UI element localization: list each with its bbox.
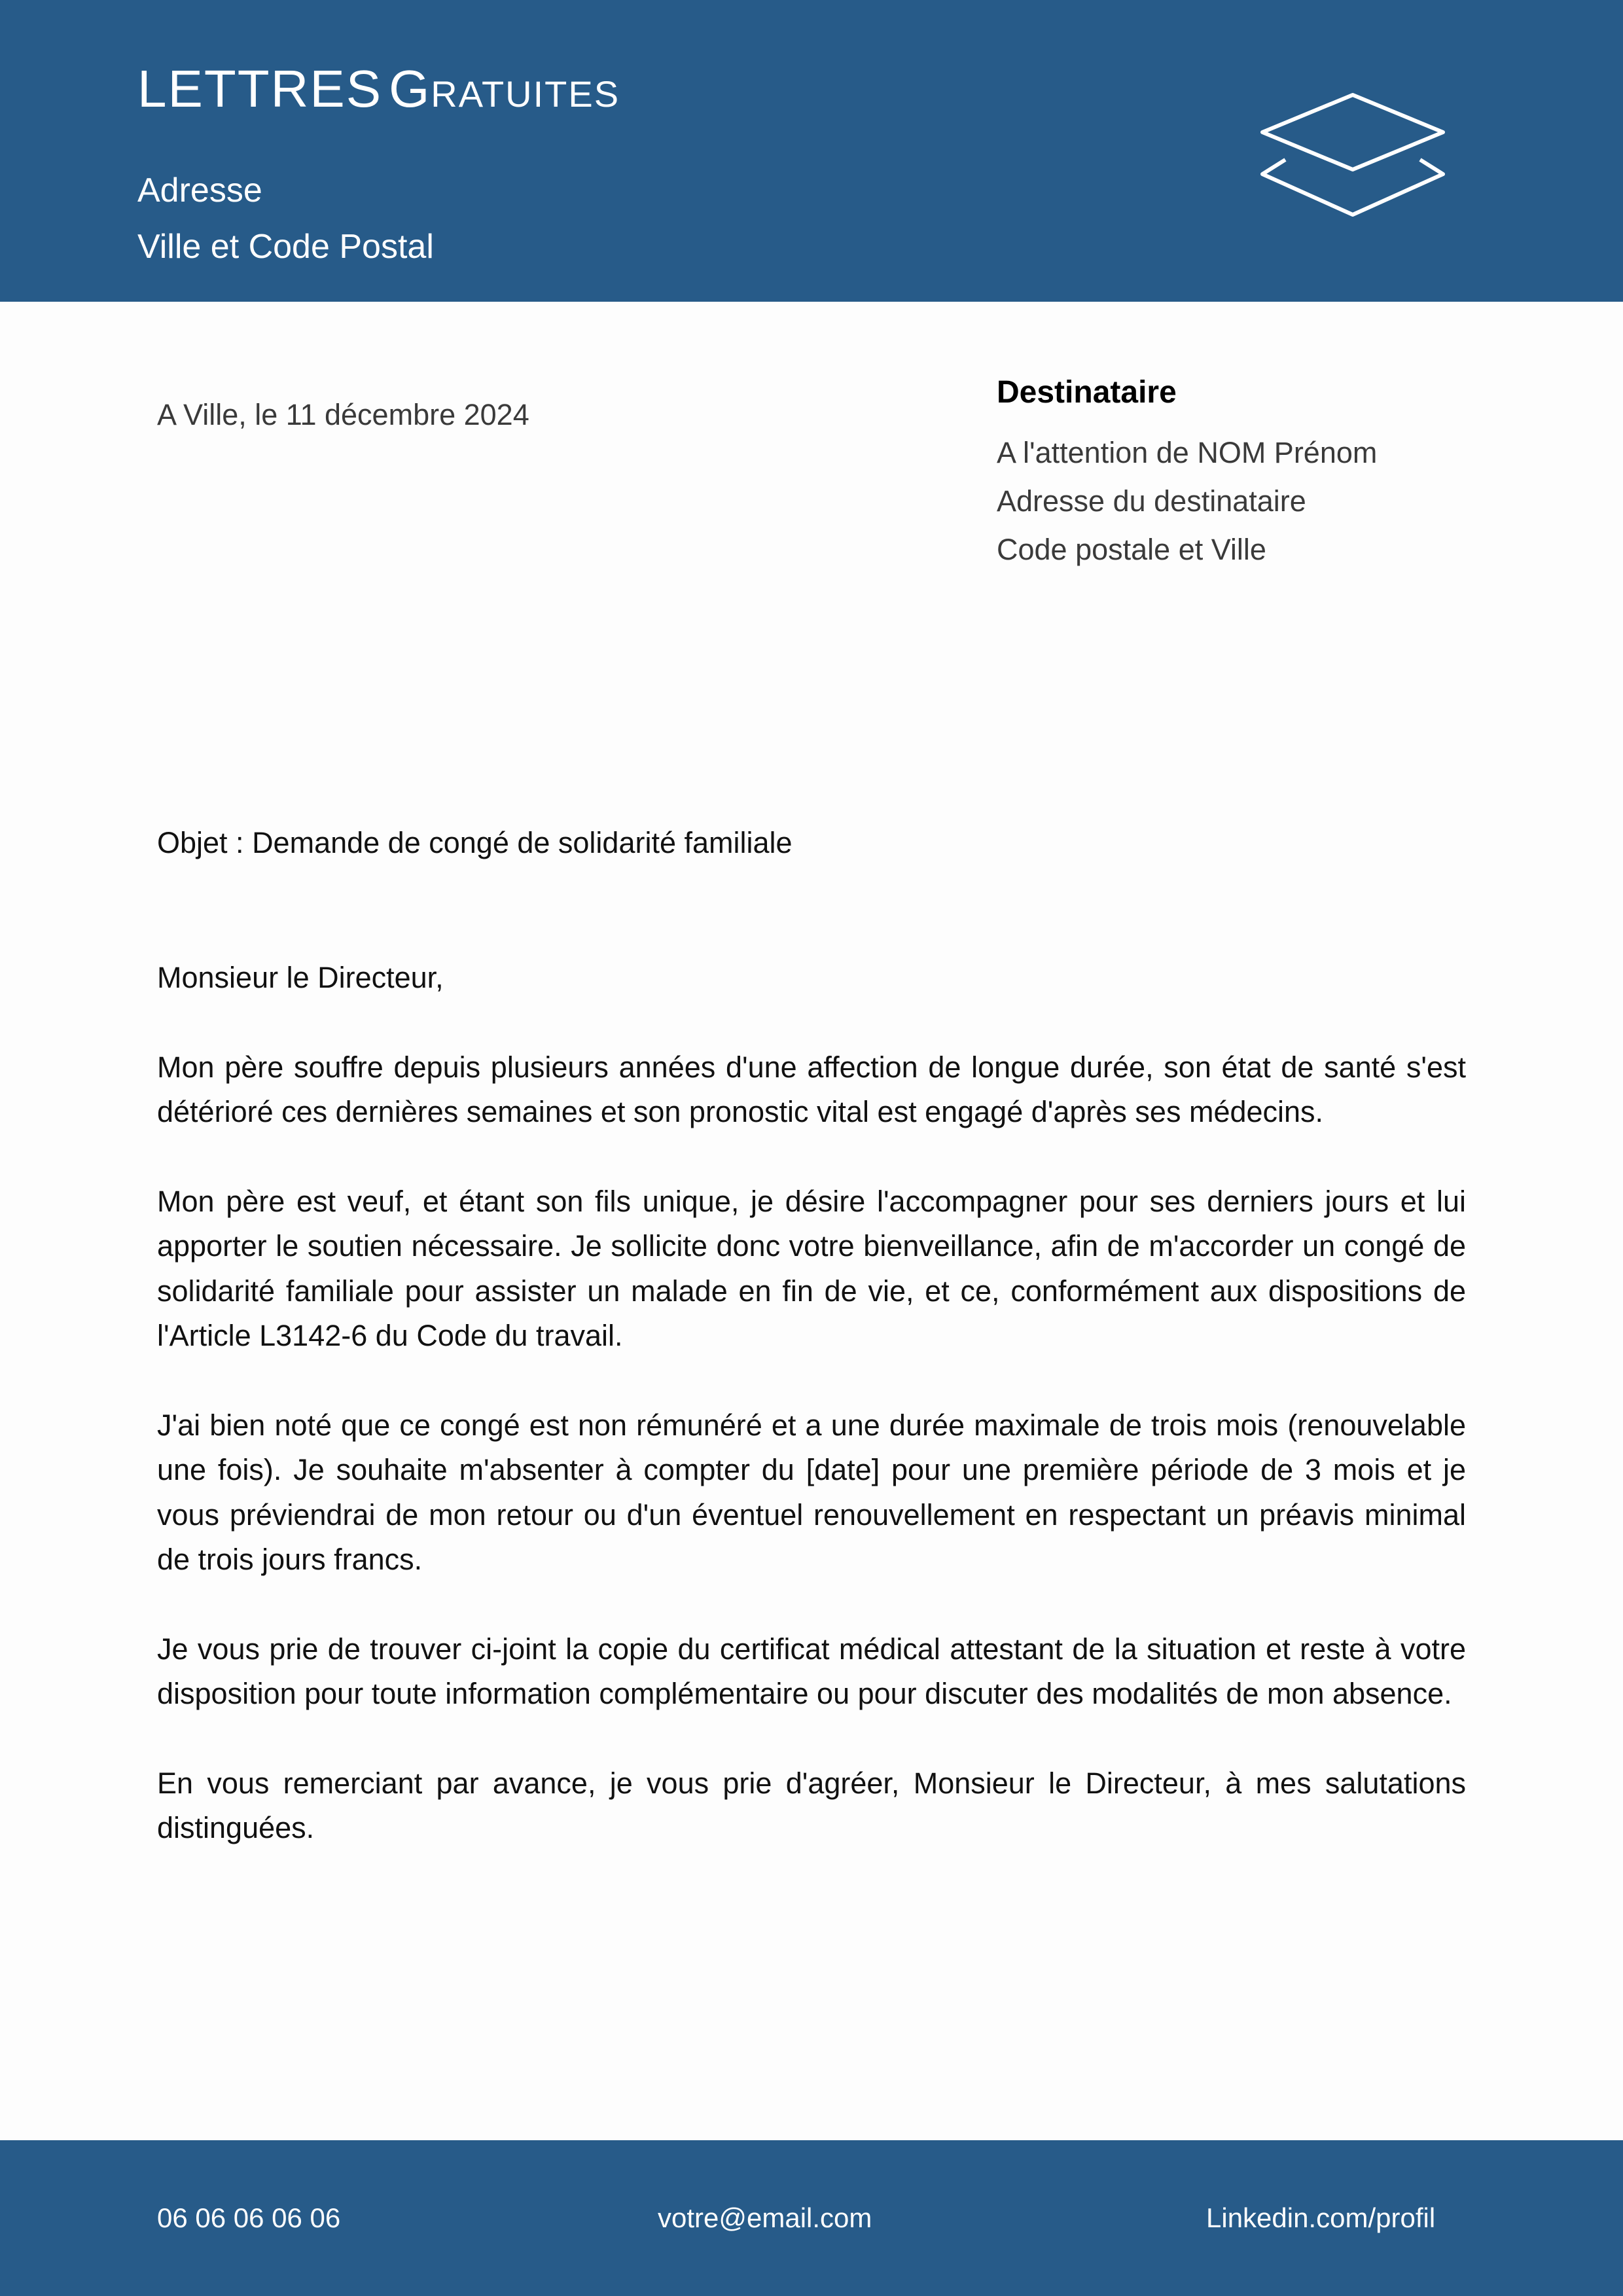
footer-banner <box>0 2140 1623 2296</box>
brand-word-gratuites: Gratuites <box>389 60 620 118</box>
recipient-block <box>997 374 1377 574</box>
recipient-attention: A l'attention de NOM Prénom <box>997 436 1378 469</box>
footer-email: votre@email.com <box>658 2202 872 2233</box>
recipient-title: Destinataire <box>997 375 1177 410</box>
sender-address <box>137 162 434 275</box>
header-banner <box>0 0 1623 302</box>
brand-name <box>137 59 620 119</box>
sender-street: Adresse <box>137 171 262 209</box>
letter-paragraph: J'ai bien noté que ce congé est non rémunéré et a une durée maximale de trois mois (renouvelable une fois). Je souhaite m'absenter à compter du [date] pour une première période de 3 mois et je vous préviendrai de mon retour ou d'un éventuel renouvellement en respectant un préavis minimal de trois jours francs. <box>157 1408 1466 1576</box>
footer-linkedin: Linkedin.com/profil <box>1206 2202 1436 2233</box>
letter-greeting: Monsieur le Directeur, <box>157 961 444 994</box>
sender-city-zip: Ville et Code Postal <box>137 228 434 266</box>
letter-closing: En vous remerciant par avance, je vous prie d'agréer, Monsieur le Directeur, à mes salutations distinguées. <box>157 1766 1466 1844</box>
letter-paragraph: Mon père souffre depuis plusieurs années d'une affection de longue durée, son état de santé s'est détérioré ces dernières semaines et son pronostic vital est engagé d'après ses médecins. <box>157 1050 1466 1128</box>
footer-phone: 06 06 06 06 06 <box>157 2202 341 2233</box>
brand-word-lettres: LETTRES <box>137 60 383 118</box>
letter-date: A Ville, le 11 décembre 2024 <box>157 398 529 431</box>
recipient-address: Adresse du destinataire <box>997 484 1306 518</box>
letter-body <box>157 956 1466 1895</box>
layers-icon <box>1258 92 1448 223</box>
recipient-zip-city: Code postale et Ville <box>997 533 1266 566</box>
letter-paragraph: Mon père est veuf, et étant son fils unique, je désire l'accompagner pour ses derniers jours et lui apporter le soutien nécessaire. Je sollicite donc votre bienveillance, afin de m'accorder un congé de solidarité familiale pour assister un malade en fin de vie, et ce, conformément aux dispositions de l'Article L3142-6 du Code du travail. <box>157 1184 1466 1352</box>
letter-subject: Objet : Demande de congé de solidarité familiale <box>157 826 793 859</box>
letter-paragraph: Je vous prie de trouver ci-joint la copie du certificat médical attestant de la situation et reste à votre disposition pour toute information complémentaire ou pour discuter des modalités de mon absence. <box>157 1632 1466 1710</box>
